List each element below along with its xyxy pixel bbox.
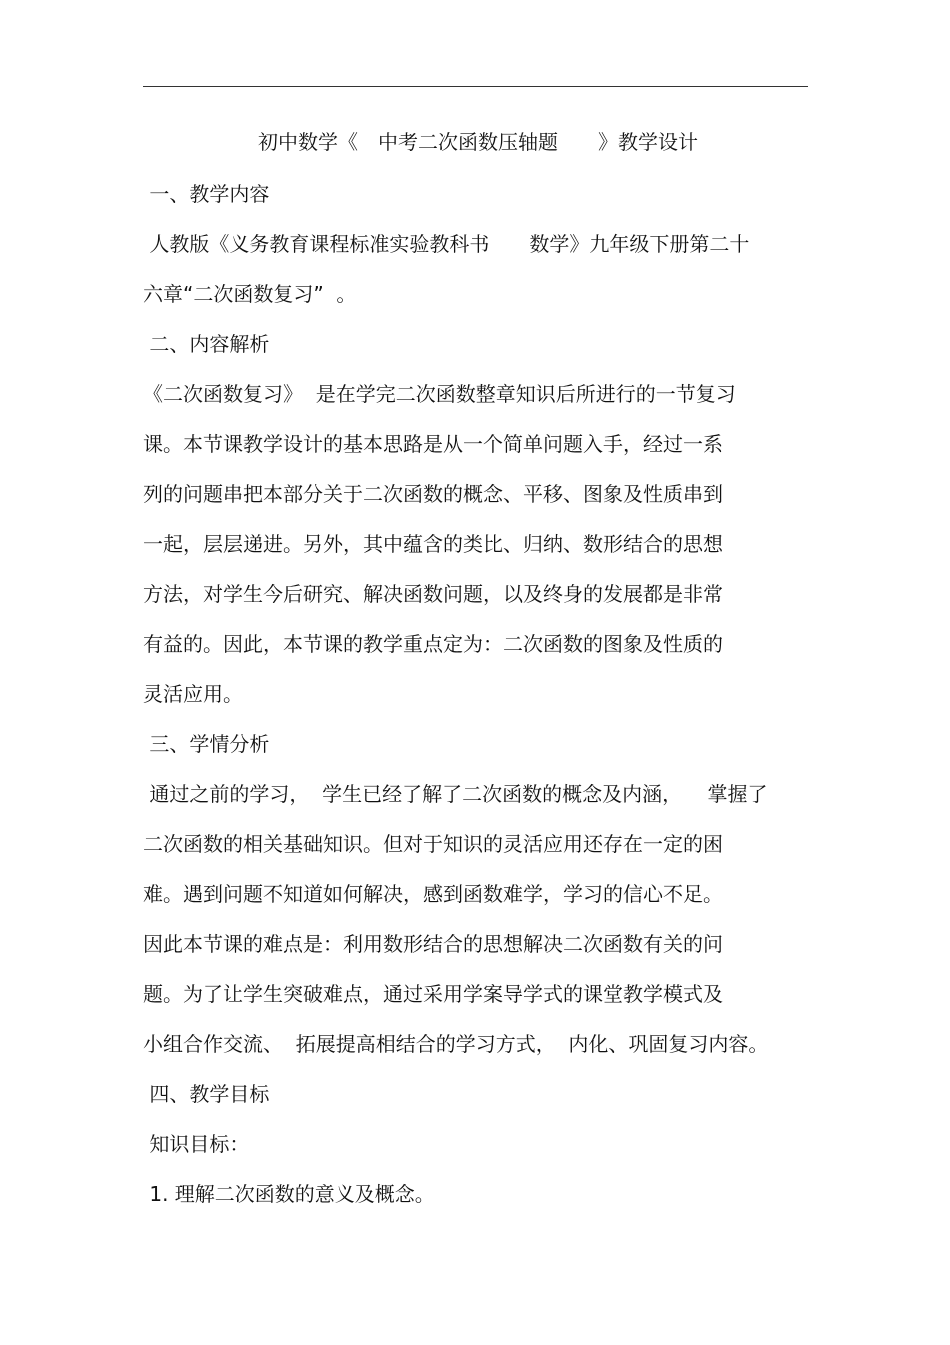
section-heading-teaching-goals: 四、教学目标: [143, 1082, 270, 1106]
paragraph-line: 题。为了让学生突破难点，通过采用学案导学式的课堂教学模式及: [143, 982, 723, 1006]
paragraph-line: 六章“二次函数复习” 。: [143, 282, 357, 306]
page-title: 初中数学《 中考二次函数压轴题 》教学设计: [258, 130, 698, 154]
paragraph-line: 人教版《义务教育课程标准实验教科书 数学》九年级下册第二十: [143, 232, 750, 256]
paragraph-line: 有益的。因此，本节课的教学重点定为：二次函数的图象及性质的: [143, 632, 723, 656]
paragraph-line: 灵活应用。: [143, 682, 243, 706]
paragraph-line: 方法，对学生今后研究、解决函数问题，以及终身的发展都是非常: [143, 582, 723, 606]
top-rule: [143, 86, 808, 87]
paragraph-line: 《二次函数复习》 是在学完二次函数整章知识后所进行的一节复习: [143, 382, 736, 406]
paragraph-line: 因此本节课的难点是：利用数形结合的思想解决二次函数有关的问: [143, 932, 723, 956]
paragraph-line: 通过之前的学习， 学生已经了解了二次函数的概念及内涵， 掌握了: [143, 782, 768, 806]
paragraph-line: 二次函数的相关基础知识。但对于知识的灵活应用还存在一定的困: [143, 832, 723, 856]
list-item: 1. 理解二次函数的意义及概念。: [143, 1182, 435, 1206]
paragraph-line: 小组合作交流、 拓展提高相结合的学习方式， 内化、巩固复习内容。: [143, 1032, 769, 1056]
subheading-knowledge-goals: 知识目标：: [143, 1132, 250, 1156]
paragraph-line: 列的问题串把本部分关于二次函数的概念、平移、图象及性质串到: [143, 482, 723, 506]
paragraph-line: 难。遇到问题不知道如何解决，感到函数难学，学习的信心不足。: [143, 882, 723, 906]
section-heading-content-analysis: 二、内容解析: [143, 332, 270, 356]
paragraph-line: 一起，层层递进。另外，其中蕴含的类比、归纳、数形结合的思想: [143, 532, 723, 556]
section-heading-teaching-content: 一、教学内容: [143, 182, 270, 206]
section-heading-student-analysis: 三、学情分析: [143, 732, 270, 756]
paragraph-line: 课。本节课教学设计的基本思路是从一个简单问题入手，经过一系: [143, 432, 723, 456]
